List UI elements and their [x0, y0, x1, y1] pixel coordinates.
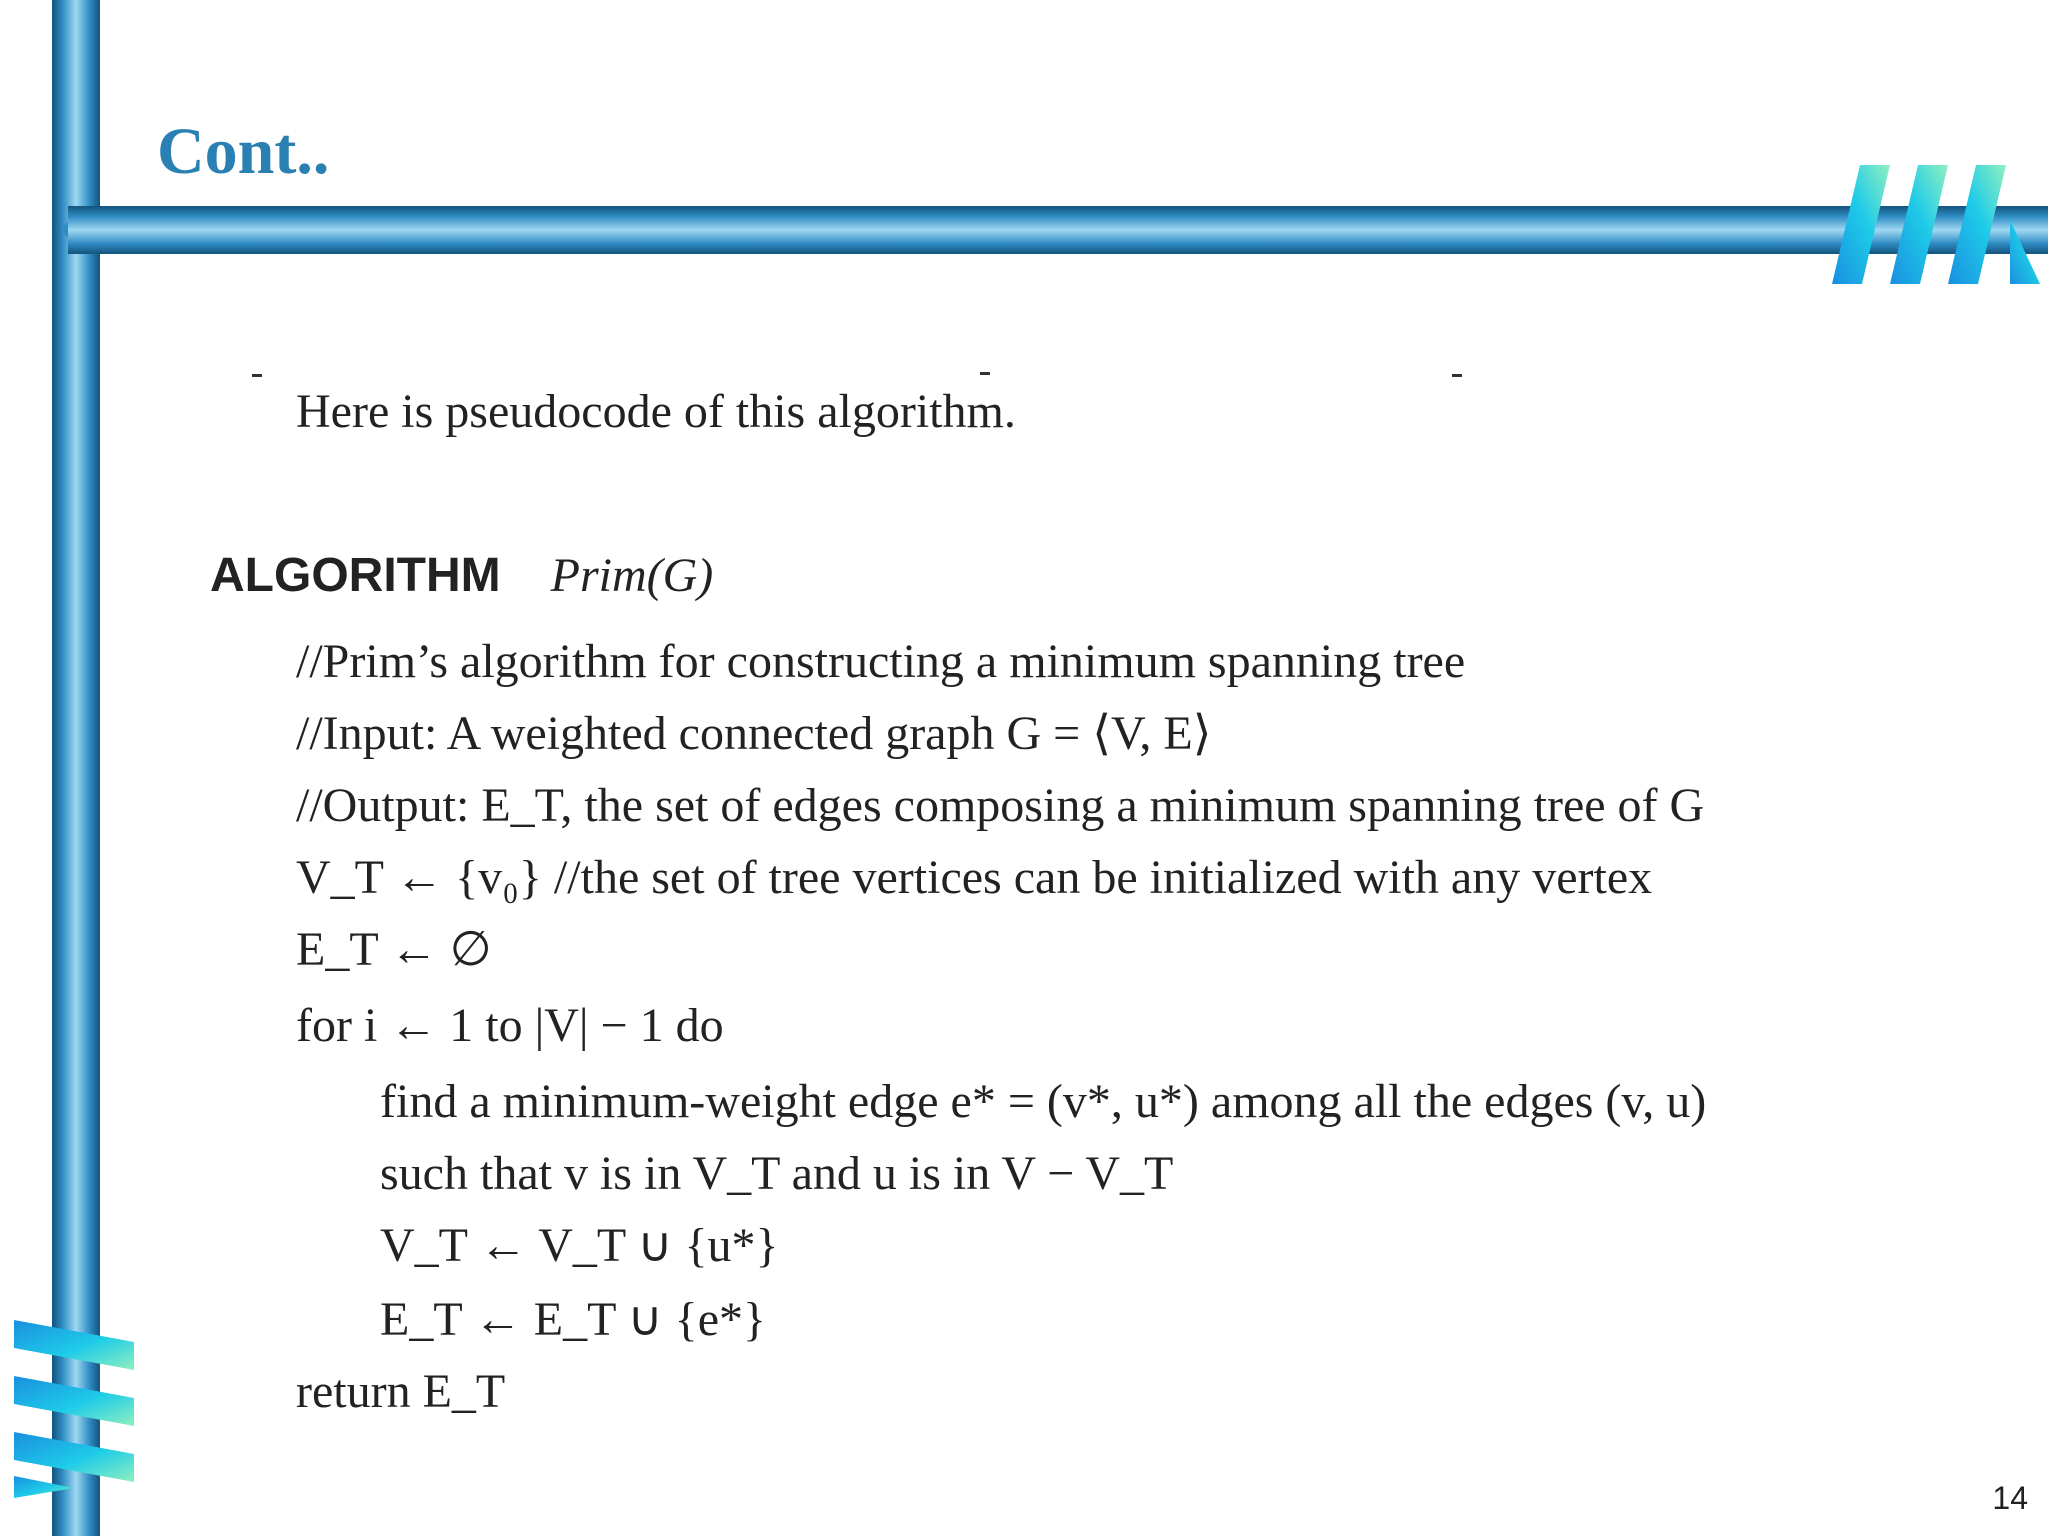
page-number: 14 [1992, 1480, 2028, 1516]
pseudocode-line: E_T ← E_T ∪ {e*} [380, 1293, 767, 1346]
scan-artifact [252, 374, 262, 377]
algorithm-name: Prim(G) [550, 549, 714, 602]
pseudocode-line: for i ← 1 to |V| − 1 do [296, 999, 724, 1052]
pseudocode-line: //Output: E_T, the set of edges composing a minimum spanning tree of G [296, 779, 1705, 832]
pseudocode-line: V_T ← {v₀} //the set of tree vertices can be initialized with any vertex [296, 851, 1653, 904]
scan-artifact [980, 372, 990, 375]
pseudocode-line: such that v is in V_T and u is in V − V_T [380, 1147, 1174, 1200]
algorithm-header [210, 546, 713, 606]
pseudocode-line: //Prim’s algorithm for constructing a minimum spanning tree [296, 635, 1466, 688]
pseudocode-line: return E_T [296, 1365, 506, 1418]
pseudocode-line: //Input: A weighted connected graph G = ⟨V, E⟩ [296, 707, 1212, 760]
pseudocode-line: find a minimum-weight edge e* = (v*, u*) among all the edges (v, u) [380, 1075, 1707, 1128]
algorithm-keyword: ALGORITHM [210, 549, 501, 602]
intro-text: Here is pseudocode of this algorithm. [296, 385, 1016, 438]
scan-artifact [1452, 374, 1462, 377]
pseudocode-line: V_T ← V_T ∪ {u*} [380, 1219, 779, 1272]
pseudocode-line: E_T ← ∅ [296, 923, 492, 976]
slide-title: Cont.. [157, 115, 330, 188]
